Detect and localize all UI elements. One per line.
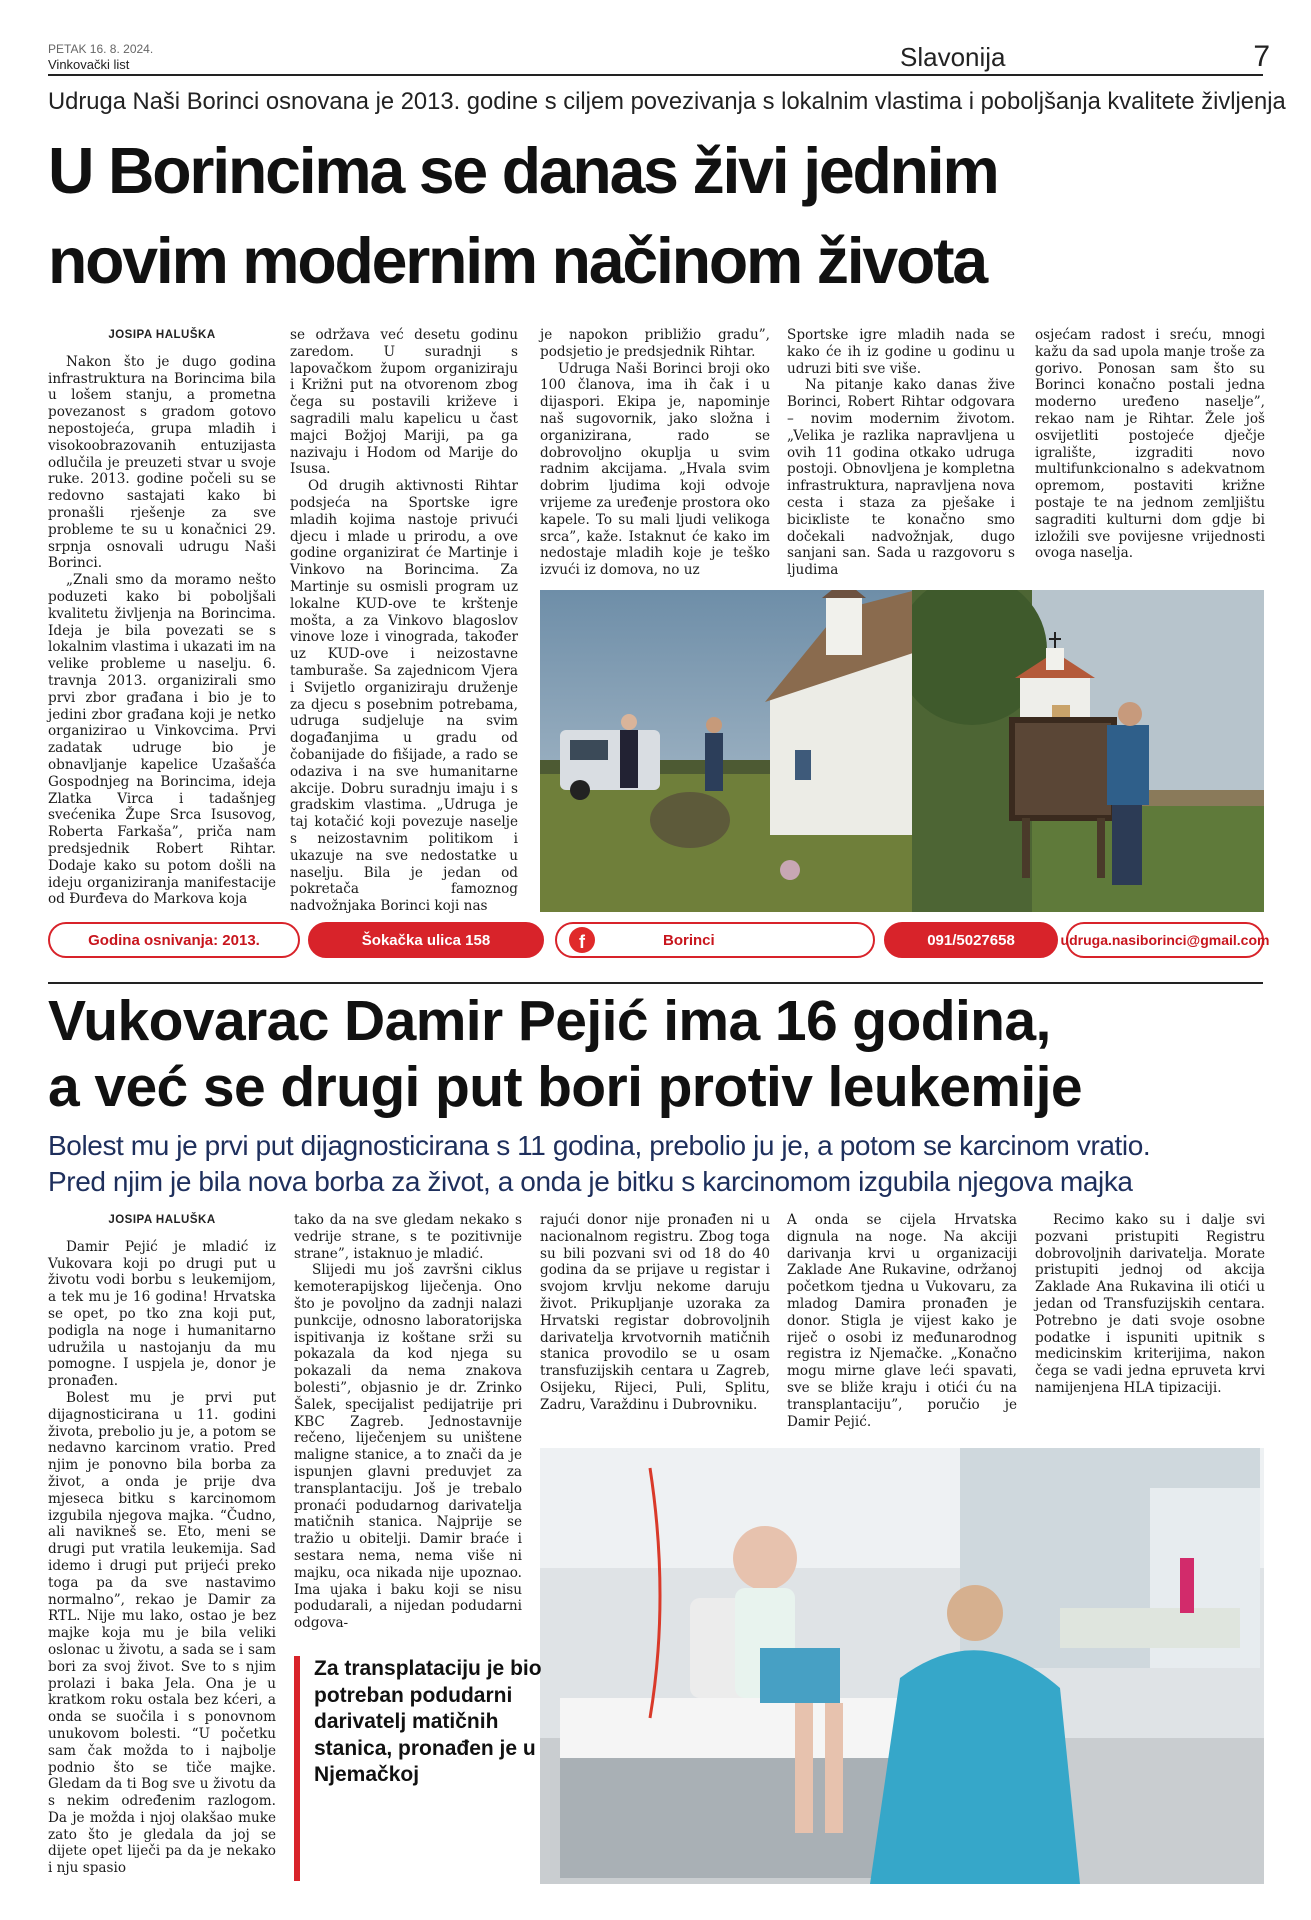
paragraph: Slijedi mu još završni ciklus kemoterapijskog liječenja. Ono što je povoljno da zadnji nalazi punkcije, odnosno laboratorijska ispitivanja iz koštane srži su pokazala da kod njega su pokazali da nema znakova bolesti”, objasnio je dr. Zrinko Šalek, specijalist pedijatrije pri KBC Zagreb. Jednostavnije rečeno, liječenjem su uništene maligne stanice, a to znači da je ispunjen glavni preduvjet za transplantaciju. Još je trebalo pronaći podudarnog darivatelja matičnih stanica. Najprije se tražio u obitelji. Damir braće i sestara nema, nema više ni majku, oca nikada nije upoznao. Ima ujaka i baku koji se nisu podudarali, a nijedan podudarni odgova-: [294, 1262, 522, 1632]
article2-byline: JOSIPA HALUŠKA: [108, 1214, 216, 1226]
paragraph: Recimo kako su i dalje svi pozvani pristupiti Registru dobrovoljnih darivatelja. Morate pristupiti jednoj od akcija Zaklade Ana Rukavina ili otići u jedan od Transfuzijskih centara. Potrebno je dati svoje osobne podatke i ispuniti upitnik s medicinskim kriterijima, nakon čega se vadi jedna epruveta krvi namijenjena HLA tipizaciji.: [1035, 1212, 1265, 1396]
article1-column-2: [290, 327, 518, 915]
facebook-label: Borinci: [663, 931, 715, 949]
paragraph: „Znali smo da moramo nešto poduzeti kako bi poboljšali kvalitetu življenja na Borincima. Ideja je bila povezati se s lokalnim vlastima i ukazati im na velike probleme u naselju. 6. travnja 2013. organizirali smo prvi zbor građana i bio je to jedini zbor građana koji je netko organizirao u Vinkovcima. Prvi zadatak udruge bio je obnavljanje kapelice Uzašašća Gospodnjeg na Borincima, ideja Zlatka Virca i tadašnjeg svećenika Župe Srca Isusovog, Roberta Farkaša”, priča nam predsjednik Robert Rihtar. Dodaje kako su potom došli na ideju organiziranja manifestacije od Đurđeva do Markova koja: [48, 572, 276, 908]
facebook-pill[interactable]: [555, 922, 875, 958]
issue-date: PETAK 16. 8. 2024.: [48, 42, 154, 56]
email-pill[interactable]: udruga.nasiborinci@gmail.com: [1066, 922, 1264, 958]
chapel-photo-1: [540, 590, 916, 912]
phone-pill[interactable]: 091/5027658: [884, 922, 1058, 958]
article1-column-5: [1035, 327, 1265, 562]
article1-headline-line2: novim modernim načinom života: [48, 224, 987, 297]
paragraph: Od drugih aktivnosti Rihtar podsjeća na Sportske igre mladih kojima nastoje privući djecu i mlade u prirodu, a ove godine organizirat će Martinje i Vinkovo na Borincima. Za Martinje su osmisli program uz lokalne KUD-ove te krštenje mošta, a za Vinkovo blagoslov vinove loze i vinograda, također uz KUD-ove i neizostavne tamburaše. Sa zajednicom Vjera i Svijetlo organiziraju druženje za djecu s posebnim potrebama, udruga sudjeluje na svim događanjima u gradu od čobanijade do fišijade, a rado se odaziva i na sve humanitarne akcije. Dobru suradnju imaju i s gradskim vlastima. „Udruga je taj kotačić koji povezuje naselje s neizostavnim politikom i ukazuje na sve nedostatke u naselju. Bila je jedan od pokretača famoznog nadvožnjaka Borinci koji nas: [290, 478, 518, 915]
section-divider: [48, 982, 1263, 984]
hospital-photo: [540, 1448, 1264, 1884]
article2-headline: [48, 988, 1278, 1120]
article1-kicker: Udruga Naši Borinci osnovana je 2013. godine s ciljem povezivanja s lokalnim vlastima i poboljšanja kvalitete življenja: [48, 88, 1286, 115]
section-title: Slavonija: [900, 42, 1006, 72]
article2-headline-line1: Vukovarac Damir Pejić ima 16 godina,: [48, 989, 1051, 1053]
article1-headline: [48, 126, 1256, 306]
page-number: 7: [1253, 40, 1270, 73]
header-rule: [48, 74, 1263, 76]
paragraph: osjećam radost i sreću, mnogi kažu da sad upola manje troše za gorivo. Ponosan sam što su Borinci konačno postali jedna moderno uređeno naselje”, rekao nam je Rihtar. Žele još osvijetliti postojeće dječje igralište, izgraditi novo multifunkcionalno s adekvatnom opremom, postaviti križne postaje te na jednom zemljištu sagraditi kulturni dom gdje bi izložili sve povijesne vrijednosti ovoga naselja.: [1035, 327, 1265, 562]
chapel-photo-2: [912, 590, 1264, 912]
founded-year-pill: Godina osnivanja: 2013.: [48, 922, 300, 958]
chapel-photo-1-image: [540, 590, 916, 912]
paragraph: Nakon što je dugo godina infrastruktura na Borincima bila u lošem stanju, a prometna povezanost s gradom gotovo nepostojeća, grupa mladih i visokoobrazovanih entuzijasta odlučila je preuzeti stvar u svoje ruke. 2013. godine počeli su se redovno sastajati kako bi pronašli rješenje za sve probleme te su u konačnici 29. srpnja osnovali udrugu Naši Borinci.: [48, 353, 276, 572]
article1-headline-line1: U Borincima se danas živi jednim: [48, 134, 998, 207]
article2-column-2: [294, 1212, 522, 1632]
newspaper-name: Vinkovački list: [48, 57, 130, 72]
paragraph: je napokon približio gradu”, podsjetio je predsjednik Rihtar.: [540, 327, 770, 360]
chapel-photo-2-image: [912, 590, 1264, 912]
paragraph: Na pitanje kako danas žive Borinci, Robert Rihtar odgovara – novim modernim životom. „Velika je razlika napravljena u ovih 11 godina otkako udruga postoji. Obnovljena je kompletna infrastruktura, napravljena nova cesta i staza za pješake i biciкliste te konačno smo dočekali nadvožnjak, dugo sanjani san. Sada u razgovoru s ljudima: [787, 377, 1015, 579]
article2-column-3: [540, 1212, 770, 1414]
paragraph: tako da na sve gledam nekako s vedrije strane, s te pozitivnije strane”, istaknuo je mladić.: [294, 1212, 522, 1262]
pull-quote: Za transplataciju je bio potreban podudarni darivatelj matičnih stanica, pronađen je u Njemačkoj: [294, 1656, 542, 1881]
article2-column-1: [48, 1212, 276, 1877]
article1-column-1: [48, 327, 276, 908]
paragraph: Sportske igre mladih nada se kako će ih iz godine u godinu u udruzi biti sve više.: [787, 327, 1015, 377]
hospital-photo-image: [540, 1448, 1264, 1884]
paragraph: rajući donor nije pronađen ni u nacionalnom registru. Zbog toga su bili pozvani svi od 18 do 40 godina da se prijave u registar i svojom krvlju nekome daruju život. Prikupljanje uzoraka za Hrvatski registar dobrovoljnih darivatelja krvotvornih matičnih stanica provodilo se u osam transfuzijskih centara u Zagreb, Osijeku, Rijeci, Puli, Splitu, Zadru, Varaždinu i Dubrovniku.: [540, 1212, 770, 1413]
article1-column-3: [540, 327, 770, 579]
article2-subheading-line1: Bolest mu je prvi put dijagnosticirana s 11 godina, prebolio ju je, a potom se karcinom vratio.: [48, 1130, 1151, 1161]
article2-subheading-line2: Pred njim je bila nova borba za život, a onda je bitku s karcinomom izgubila njegova majka: [48, 1166, 1133, 1197]
facebook-icon: f: [569, 927, 595, 953]
article2-column-4: [787, 1212, 1017, 1430]
article2-column-5: [1035, 1212, 1265, 1397]
paragraph: Bolest mu je prvi put dijagnosticirana u 11. godini života, prebolio ju je, a potom se nedavno karcinom vratio. Pred njim je ponovno bila borba za život, a onda je prije dva mjeseca bitku s karcinomom izgubila njegova majka. “Čudno, ali navikneš se. Eto, meni se drugi put vratila leukemija. Sad idemo i drugi put prijeći preko toga pa da sve nastavimo normalno”, rekao je Damir za RTL. Nije mu lako, ostao je bez majke koja mu je bila veliki oslonac u životu, a sada se i sam bori za svoj život. Sve to s njim prolazi i baka Jela. Ona je u kratkom roku ostala bez kćeri, a onda se suočila i s ponovnom unukovom bolesti. “U početku sam čak možda to i najbolje podnio što se tiče majke. Gledam da ti Bog sve u životu da s nekim određenim razlogom. Da je možda i njoj olakšao muke zato što je gledala da joj se dijete opet liječi pa da je nekako i nju spasio: [48, 1389, 276, 1877]
paragraph: se održava već desetu godinu zaredom. U suradnji s lapovačkom župom organiziraju i Križni put na otvorenom zbog čega su postavili križeve i sagradili malu kapelicu u čast majci Božjoj Mariji, pa ga nazivaju i Hodom od Marije do Isusa.: [290, 327, 518, 478]
paragraph: Damir Pejić je mladić iz Vukovara koji po drugi put u životu vodi borbu s leukemijom, a tek mu je 16 godina! Hrvatska se opet, po tko zna koji put, podigla na noge i humanitarno udružila u nastojanju da mu pomogne. I uspjela je, donor je pronađen.: [48, 1238, 276, 1390]
paragraph: A onda se cijela Hrvatska dignula na noge. Na akciji darivanja krvi u organizaciji Zaklade Ane Rukavine, održanoj početkom tjedna u Vukovaru, za mladog Damira pronađen je donor. Stigla je vijest kako je riječ o osobi iz međunarodnog registra iz Njemačke. „Konačno mogu mirne glave leći spavati, sve se bliže kraju i otići ću na transplantaciju”, poručio je Damir Pejić.: [787, 1212, 1017, 1430]
article2-subheading: [48, 1128, 1278, 1200]
address-pill: Šokačka ulica 158: [308, 922, 544, 958]
article1-byline: JOSIPA HALUŠKA: [108, 329, 216, 341]
paragraph: Udruga Naši Borinci broji oko 100 članova, ima ih čak i u dijaspori. Ekipa je, napominje naš sugovornik, jako složna i organizirana, rado se dobrovoljno okuplja u svim radnim akcijama. „Hvala svim dobrim ljudima koji odvoje vrijeme za uređenje prostora oko kapele. To su mali ljudi velikoga srca”, kaže. Istaknut će kako im nedostaje mladih koje je teško izvući iz domova, no uz: [540, 360, 770, 579]
article1-column-4: [787, 327, 1015, 579]
article2-headline-line2: a već se drugi put bori protiv leukemije: [48, 1055, 1082, 1119]
